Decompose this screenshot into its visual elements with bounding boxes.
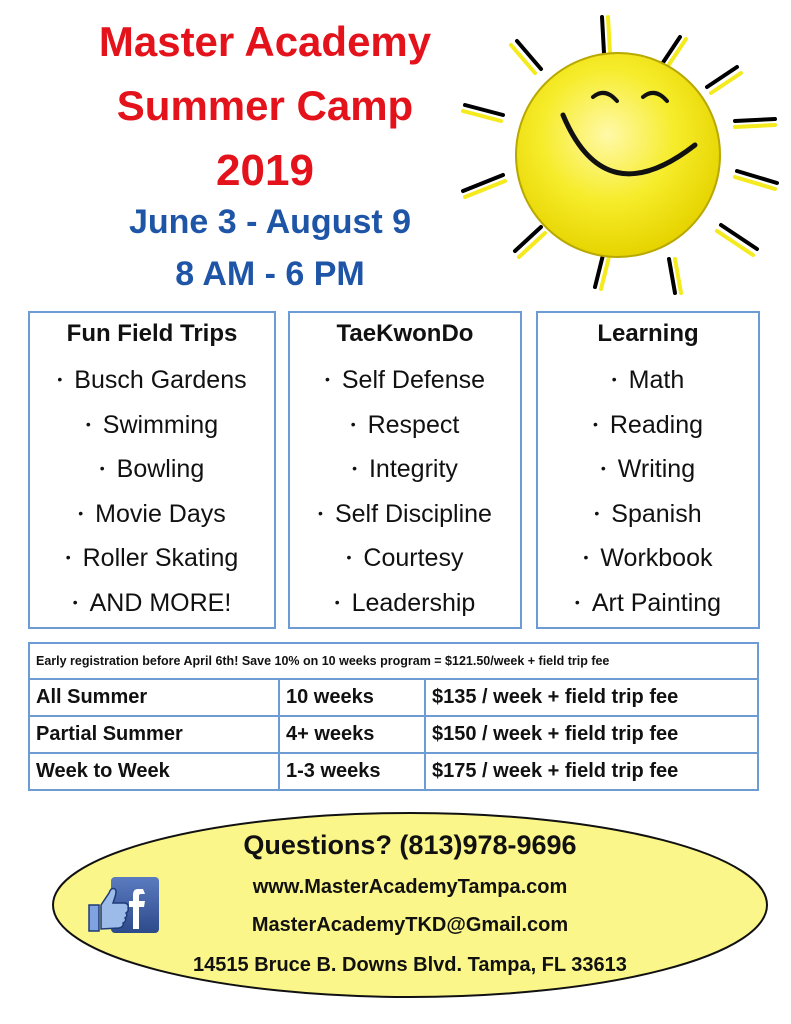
table-row (29, 679, 758, 716)
address: 14515 Bruce B. Downs Blvd. Tampa, FL 33613 (193, 954, 627, 976)
list-item: • Spanish (594, 499, 702, 528)
list-item: • Workbook (583, 544, 713, 573)
questions-phone: Questions? (813)978-9696 (243, 830, 577, 860)
list-item: • Math (611, 366, 685, 394)
list-item: • Busch Gardens (57, 366, 247, 394)
list-item: • Self Defense (324, 366, 486, 394)
website-link[interactable]: www.MasterAcademyTampa.com (252, 876, 568, 898)
camp-dates: June 3 - August 9 (128, 203, 412, 241)
title-line-2: Summer Camp (116, 82, 414, 129)
title-year: 2019 (216, 146, 314, 195)
camp-hours: 8 AM - 6 PM (175, 255, 365, 293)
facebook-like-icon[interactable] (85, 875, 161, 935)
list-item: • Bowling (99, 455, 205, 484)
price-cell: $150 / week + field trip fee (425, 716, 758, 753)
list-item: • Roller Skating (65, 544, 239, 573)
list-item: • Self Discipline (318, 499, 492, 528)
plan-cell: Week to Week (29, 753, 279, 790)
early-registration-note: Early registration before April 6th! Save 10% on 10 weeks program = $121.50/week + field trip fee (29, 643, 758, 679)
list-item: • Integrity (352, 455, 458, 484)
table-row (29, 753, 758, 790)
list-item: • Courtesy (346, 544, 464, 573)
pricing-table (28, 642, 759, 791)
price-cell: $135 / week + field trip fee (425, 679, 758, 716)
duration-cell: 10 weeks (279, 679, 425, 716)
column-heading: TaeKwonDo (336, 320, 474, 347)
duration-cell: 4+ weeks (279, 716, 425, 753)
taekwondo-box (288, 311, 522, 629)
table-row (29, 716, 758, 753)
list-item: • Respect (350, 410, 460, 439)
price-cell: $175 / week + field trip fee (425, 753, 758, 790)
column-heading: Fun Field Trips (66, 320, 238, 347)
list-item: • Leadership (334, 588, 476, 617)
column-heading: Learning (597, 320, 699, 347)
field-trips-box (28, 311, 276, 629)
list-item: • Movie Days (78, 499, 226, 528)
plan-cell: All Summer (29, 679, 279, 716)
list-item: • Swimming (85, 410, 219, 439)
duration-cell: 1-3 weeks (279, 753, 425, 790)
list-item: • Art Painting (574, 588, 722, 617)
smiling-sun-icon (445, 5, 790, 305)
learning-box (536, 311, 760, 629)
list-item: • AND MORE! (72, 588, 232, 617)
list-item: • Writing (600, 455, 696, 484)
plan-cell: Partial Summer (29, 716, 279, 753)
title-line-1: Master Academy (98, 18, 432, 65)
email-link[interactable]: MasterAcademyTKD@Gmail.com (251, 914, 569, 936)
list-item: • Reading (592, 410, 704, 439)
